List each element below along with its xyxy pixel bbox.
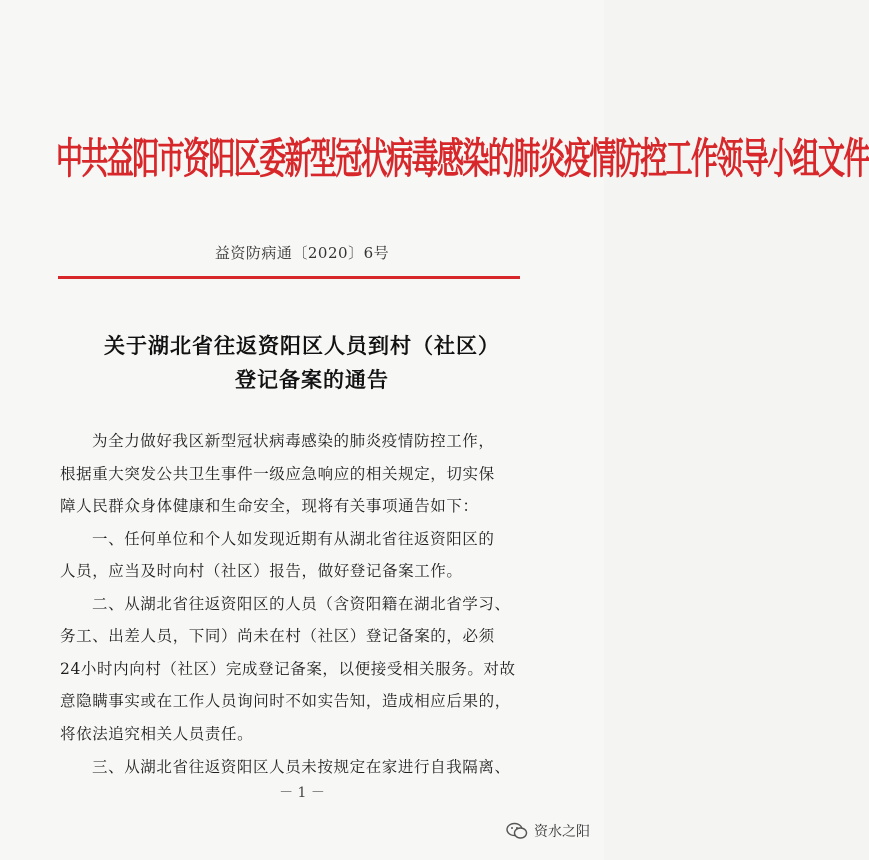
red-divider xyxy=(58,276,520,279)
body-line: 二、从湖北省往返资阳区的人员（含资阳籍在湖北省学习、 xyxy=(92,595,511,613)
notice-title-line-2: 登记备案的通告 xyxy=(235,367,389,392)
notice-title-line-1: 关于湖北省往返资阳区人员到村（社区） xyxy=(104,333,500,358)
wechat-icon xyxy=(506,822,528,840)
document-number: 益资防病通〔2020〕6号 xyxy=(214,244,390,262)
body-line: 一、任何单位和个人如发现近期有从湖北省往返资阳区的 xyxy=(92,530,495,548)
issuer-header: 中共益阳市资阳区委新型冠状病毒感染的肺炎疫情防控工作领导小组文件 xyxy=(56,135,869,184)
body-line: 根据重大突发公共卫生事件一级应急响应的相关规定，切实保 xyxy=(60,465,495,483)
account-name: 资水之阳 xyxy=(534,824,590,840)
body-line: 障人民群众身体健康和生命安全，现将有关事项通告如下： xyxy=(60,497,479,515)
body-line: 人员，应当及时向村（社区）报告，做好登记备案工作。 xyxy=(60,562,463,580)
body-line: 24小时内向村（社区）完成登记备案，以便接受相关服务。对故 xyxy=(60,660,516,678)
body-line: 意隐瞒事实或在工作人员询问时不如实告知，造成相应后果的， xyxy=(60,692,511,710)
body-line: 三、从湖北省往返资阳区人员未按规定在家进行自我隔离、 xyxy=(92,758,511,776)
account-watermark xyxy=(506,821,590,841)
body-line: 务工、出差人员，下同）尚未在村（社区）登记备案的，必须 xyxy=(60,627,495,645)
body-line: 将依法追究相关人员责任。 xyxy=(60,725,254,743)
page-number: － 1 － xyxy=(279,785,325,801)
body-line: 为全力做好我区新型冠状病毒感染的肺炎疫情防控工作， xyxy=(92,432,495,450)
